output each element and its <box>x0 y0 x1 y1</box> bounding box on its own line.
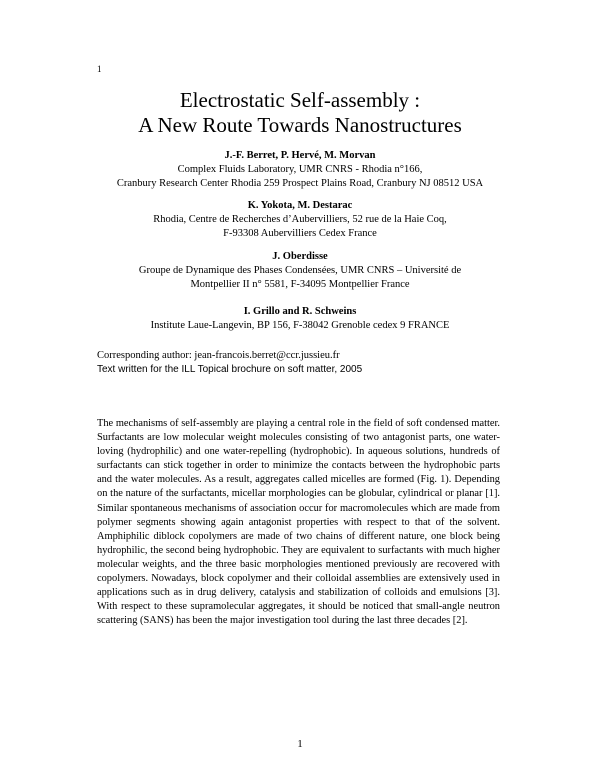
correspondence-block <box>97 349 362 377</box>
paper-title <box>0 88 600 138</box>
author-group-2 <box>0 199 600 241</box>
affiliation-line: F-93308 Aubervilliers Cedex France <box>223 228 377 239</box>
body-paragraph: The mechanisms of self-assembly are playing a central role in the field of soft condensed matter. Surfactants are low molecular weight molecules consisting of two antagonist parts, one water-loving (hydrophilic) and one water-repelling (hydrophobic). In aqueous solutions, hundreds of surfactants can stick together in order to minimize the contacts between the hydrophobic parts and the water molecules. As a result, aggregates called micelles are formed (Fig. 1). Depending on the nature of the surfactants, micellar morphologies can be globular, cylindrical or planar [1]. Similar spontaneous mechanisms of association occur for macromolecules which are made from polymer segments showing again antagonist properties with respect to that of the solvent. Amphiphilic diblock copolymers are made of two chains of different nature, one block being hydrophilic, the second being hydrophobic. They are equivalent to surfactants with much higher molecular weights, and the three basic morphologies mentioned previously are recovered with copolymers. Nowadays, block copolymer and their colloidal assemblies are extensively used in applications such as in drug delivery, catalysis and stabilization of colloids and emulsions [3]. With respect to these supramolecular aggregates, it should be noticed that small-angle neutron scattering (SANS) has been the major investigation tool during the last three decades [2]. <box>97 418 500 627</box>
title-line-2: A New Route Towards Nanostructures <box>138 113 462 137</box>
corner-page-number: 1 <box>97 64 102 74</box>
author-group-3 <box>0 250 600 292</box>
footer-page-number: 1 <box>297 738 303 750</box>
title-line-1: Electrostatic Self-assembly : <box>179 88 421 112</box>
affiliation-line: Groupe de Dynamique des Phases Condensées, UMR CNRS – Université de <box>138 265 462 276</box>
brochure-note-line: Text written for the ILL Topical brochure on soft matter, 2005 <box>97 364 363 375</box>
author-names: J.-F. Berret, P. Hervé, M. Morvan <box>224 150 376 161</box>
affiliation-line: Montpellier II n° 5581, F-34095 Montpellier France <box>190 279 410 290</box>
author-names: I. Grillo and R. Schweins <box>243 306 357 317</box>
author-names: K. Yokota, M. Destarac <box>247 200 353 211</box>
affiliation-line: Cranbury Research Center Rhodia 259 Prospect Plains Road, Cranbury NJ 08512 USA <box>116 178 484 189</box>
corresponding-author-line: Corresponding author: jean-francois.berret@ccr.jussieu.fr <box>97 350 340 361</box>
affiliation-line: Rhodia, Centre de Recherches d’Aubervilliers, 52 rue de la Haie Coq, <box>153 214 447 225</box>
affiliation-line: Complex Fluids Laboratory, UMR CNRS - Rhodia n°166, <box>177 164 423 175</box>
author-group-4 <box>0 305 600 333</box>
author-names: J. Oberdisse <box>272 251 328 262</box>
affiliation-line: Institute Laue-Langevin, BP 156, F-38042 Grenoble cedex 9 FRANCE <box>150 320 450 331</box>
author-group-1 <box>0 149 600 191</box>
